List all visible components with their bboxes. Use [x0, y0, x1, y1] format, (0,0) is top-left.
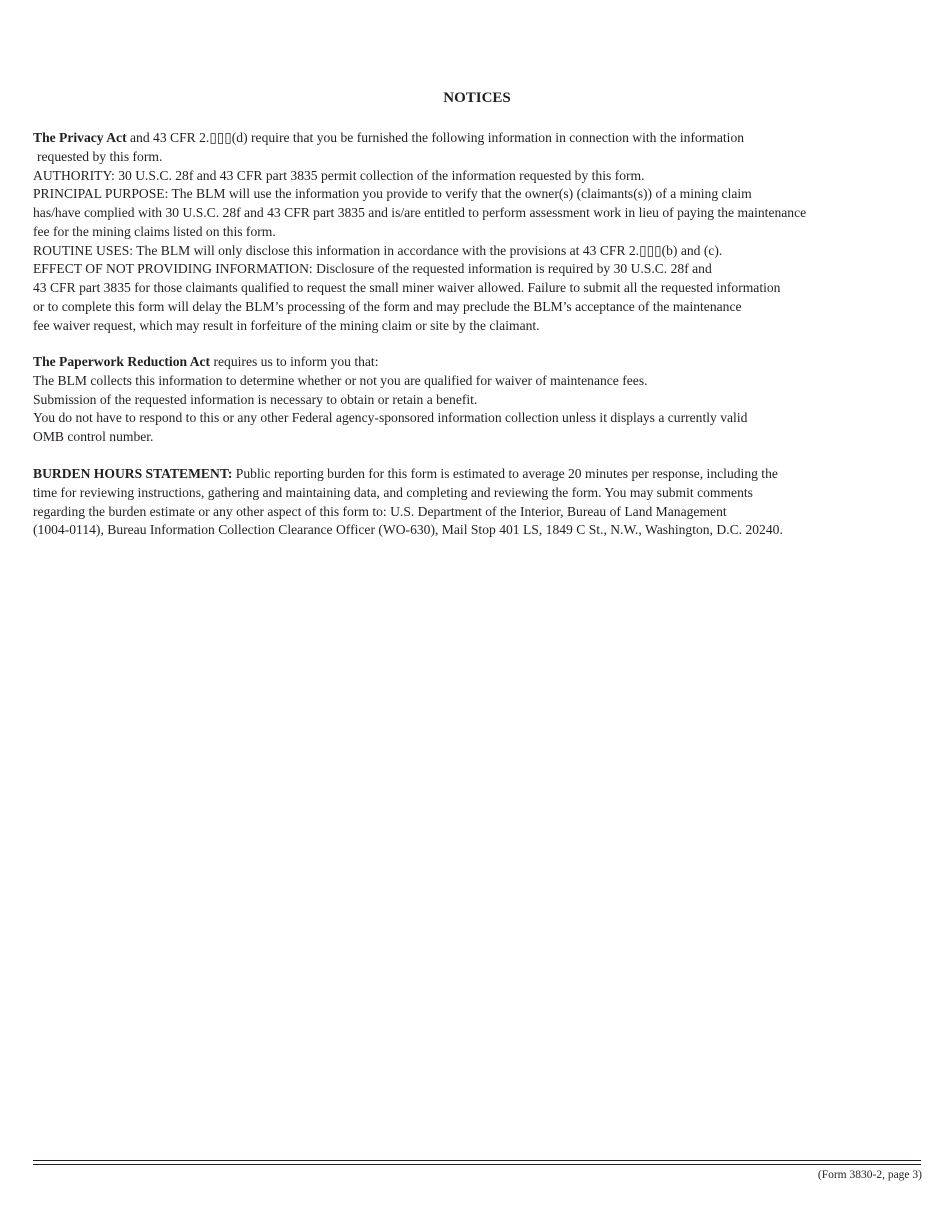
routine-uses-statement: ROUTINE USES: The BLM will only disclose this information in accordance with the provisions at 43 CFR 2.▯▯▯(b) and (c). — [33, 242, 723, 258]
privacy-act-intro-text: and 43 CFR 2.▯▯▯(d) require that you be furnished the following information in connection with the information — [126, 130, 745, 145]
privacy-act-intro — [33, 129, 933, 148]
form-page-footer: (Form 3830-2, page 3) — [817, 1169, 922, 1181]
paperwork-act-line: The BLM collects this information to determine whether or not you are qualified for waiver of maintenance fees. — [33, 372, 648, 388]
paperwork-act-heading: The Paperwork Reduction Act — [33, 354, 211, 369]
burden-statement-line: (1004-0114), Bureau Information Collection Clearance Officer (WO-630), Mail Stop 401 LS, 1849 C St., N.W., Washington, D.C. 20240. — [33, 522, 783, 538]
privacy-act-notice — [33, 129, 933, 335]
burden-hours-statement — [33, 465, 933, 540]
privacy-act-heading: The Privacy Act — [33, 130, 127, 145]
burden-statement-line: time for reviewing instructions, gathering and maintaining data, and completing and reviewing the form. You may submit comments — [33, 484, 753, 500]
privacy-act-intro-continued: requested by this form. — [37, 148, 163, 164]
principal-purpose-line: fee for the mining claims listed on this form. — [33, 223, 276, 239]
page-title: NOTICES — [443, 90, 511, 106]
burden-statement-heading: BURDEN HOURS STATEMENT: — [33, 466, 233, 481]
burden-statement-first-line: Public reporting burden for this form is estimated to average 20 minutes per response, including the — [232, 466, 778, 481]
paperwork-reduction-act-notice — [33, 353, 933, 447]
footer-divider — [33, 1160, 921, 1161]
footer-divider — [33, 1164, 921, 1165]
paperwork-act-intro-text: requires us to inform you that: — [210, 354, 379, 369]
paperwork-act-line: You do not have to respond to this or any other Federal agency-sponsored information collection unless it displays a currently valid — [33, 410, 748, 426]
paperwork-act-line: OMB control number. — [33, 429, 154, 444]
effect-statement-line: fee waiver request, which may result in forfeiture of the mining claim or site by the claimant. — [33, 317, 540, 333]
effect-statement-line: or to complete this form will delay the BLM’s processing of the form and may preclude the BLM’s acceptance of the maintenance — [33, 298, 742, 314]
principal-purpose-line: PRINCIPAL PURPOSE: The BLM will use the information you provide to verify that the owner(s) (claimants(s)) of a mining claim — [33, 186, 752, 202]
effect-statement-line: 43 CFR part 3835 for those claimants qualified to request the small miner waiver allowed. Failure to submit all the requested information — [33, 280, 781, 295]
principal-purpose-line: has/have complied with 30 U.S.C. 28f and 43 CFR part 3835 and is/are entitled to perform assessment work in lieu of paying the maintenance — [33, 205, 807, 220]
paperwork-act-line: Submission of the requested information is necessary to obtain or retain a benefit. — [33, 391, 478, 407]
paperwork-act-intro — [33, 353, 933, 372]
burden-statement-line: regarding the burden estimate or any other aspect of this form to: U.S. Department of the Interior, Bureau of Land Management — [33, 503, 727, 519]
burden-statement-intro — [33, 465, 933, 484]
effect-statement-line: EFFECT OF NOT PROVIDING INFORMATION: Disclosure of the requested information is required by 30 U.S.C. 28f and — [33, 261, 712, 277]
authority-statement: AUTHORITY: 30 U.S.C. 28f and 43 CFR part 3835 permit collection of the information requested by this form. — [33, 167, 645, 183]
